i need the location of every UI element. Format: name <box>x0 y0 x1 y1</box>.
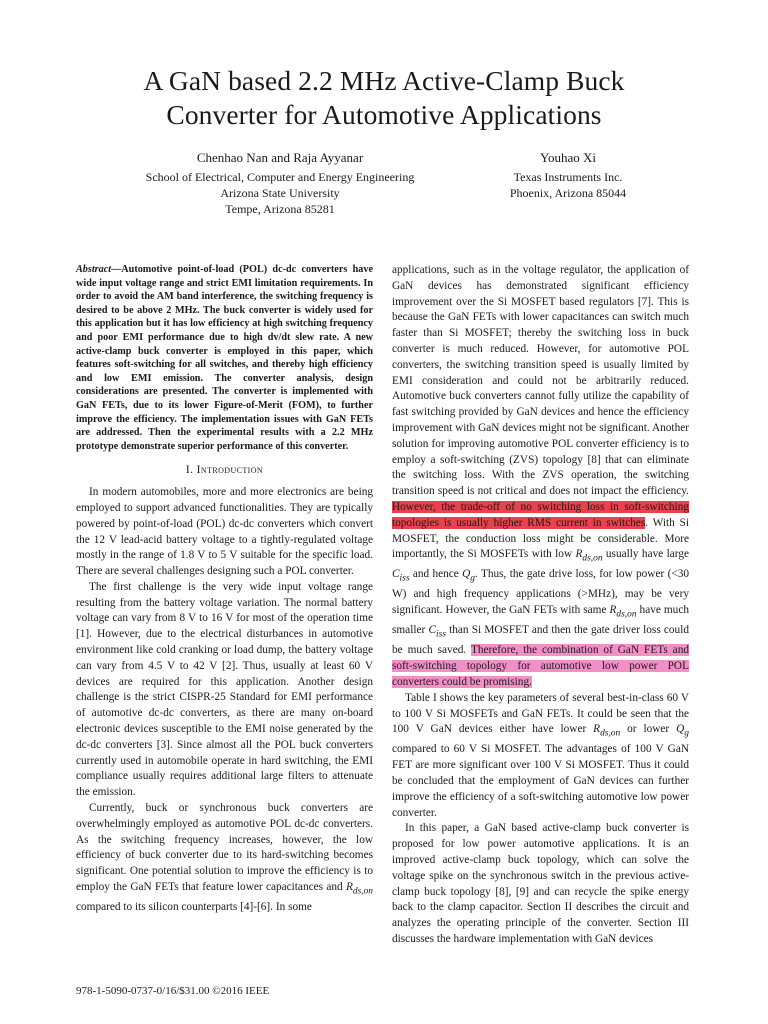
math-symbol: R <box>593 723 601 736</box>
math-symbol: Q <box>462 568 471 581</box>
math-subscript: g <box>684 728 689 739</box>
text-run: have much smaller <box>392 604 689 637</box>
text-run: compared to 60 V Si MOSFET. The advantages of 100 V GaN FET are more significant over 100 V Si MOSFET. Thus it could be concluded that the employment of GaN devices can further improve the efficiency of a soft-switching automotive low power converter. <box>392 743 689 819</box>
highlight-red: However, the trade-off of no switching loss in soft-switching topologies is usually higher RMS current in switches <box>392 500 689 529</box>
text-run: compared to its silicon counterparts [4]-[6]. In some <box>76 901 312 914</box>
right-paragraph-2 <box>392 691 689 822</box>
math-symbol: C <box>392 568 400 581</box>
abstract <box>76 263 373 453</box>
math-rdson <box>345 881 373 897</box>
text-run: or lower <box>620 723 677 736</box>
text-run: and hence <box>409 568 463 581</box>
math-rdson <box>593 723 621 739</box>
author-names-left: Chenhao Nan and Raja Ayyanar <box>196 150 364 165</box>
math-symbol: R <box>345 881 353 894</box>
title-line-2: Converter for Automotive Applications <box>166 99 602 130</box>
abstract-text: —Automotive point-of-load (POL) dc-dc converters have wide input voltage range and strict EMI limitation requirements. In order to avoid the AM band interference, the switching frequency is desired to be above 2 MHz. The buck converter is widely used for this application but it has low efficiency at high switching frequency and poor EMI performance due to high dv/dt slew rate. A new active-clamp buck converter is employed in this paper, which features soft-switching for all switches, and thereby high efficiency and low EMI emission. The converter analysis, design considerations are presented. The converter is implemented with GaN FETs, due to its lower Figure-of-Merit (FOM), to further improve the efficiency. The implementation issues with GaN FETs are addressed. Then the experimental results with a 2.2 MHz prototype demonstrate superior performance of this converter. <box>76 264 373 452</box>
author-block-left <box>130 150 430 217</box>
intro-paragraph-3 <box>76 801 373 916</box>
left-column <box>76 263 373 916</box>
author-block-right <box>478 150 658 201</box>
math-subscript: ds,on <box>352 886 373 897</box>
title-line-1: A GaN based 2.2 MHz Active-Clamp Buck <box>143 65 625 96</box>
math-qg <box>462 568 475 584</box>
text-run: Currently, buck or synchronous buck converters are overwhelmingly employed as automotive POL dc-dc converters. As the switching frequency increases, however, the low efficiency of buck converter due to its hard-switching becomes significant. One potential solution to improve the efficiency is to employ the GaN FETs that feature lower capacitances and <box>76 802 373 894</box>
affiliation-right-1: Texas Instruments Inc. <box>513 170 623 184</box>
math-subscript: ds,on <box>582 553 603 564</box>
math-ciss <box>392 568 410 584</box>
math-ciss <box>428 624 446 640</box>
affiliation-left-3: Tempe, Arizona 85281 <box>225 202 335 216</box>
math-subscript: iss <box>435 629 446 640</box>
right-paragraph-3: In this paper, a GaN based active-clamp buck converter is proposed for low power automotive applications. It is an improved active-clamp buck topology, which can solve the voltage spike on the synchronous switch in the previous active-clamp buck topology [8], [9] and can recycle the spike energy back to the clamp capacitor. Section II describes the circuit and analyzes the operating principle of the converter. Section III discusses the hardware implementation with GaN devices <box>392 822 689 945</box>
text-run: Table I shows the key parameters of several best-in-class 60 V to 100 V Si MOSFETs and GaN FETs. It could be seen that the 100 V GaN devices either have lower <box>392 691 689 736</box>
math-symbol: R <box>609 604 617 617</box>
intro-paragraph-1: In modern automobiles, more and more electronics are being employed to support advanced functionalities. They are typically powered by point-of-load (POL) dc-dc converters which convert the 12 V lead-acid battery voltage to a tightly-regulated voltage mostly in the range of 1.8 V to 5 V suitable for the specific load. There are several challenges designing such a POL converter. <box>76 486 373 578</box>
math-rdson <box>575 548 603 564</box>
text-run: . With Si MOSFET, the conduction loss might be considerable. More importantly, the Si MOSFETs with low <box>392 516 689 561</box>
math-subscript: ds,on <box>616 609 637 620</box>
right-paragraph-1 <box>392 263 689 691</box>
math-qg <box>676 723 689 739</box>
highlight-pink: Therefore, the combination of GaN FETs and soft-switching topology for automotive low power POL converters could be promising. <box>392 644 689 688</box>
math-symbol: R <box>575 548 583 561</box>
text-run: . Thus, the gate drive loss, for low power (<30 W) and high frequency applications (>MHz), may be very significant. However, the GaN FETs with same <box>392 568 690 617</box>
text-run: than Si MOSFET and then the gate driver loss could be much saved. <box>392 624 689 657</box>
affiliation-left-1: School of Electrical, Computer and Energy Engineering <box>145 170 415 184</box>
math-subscript: ds,on <box>600 728 621 739</box>
affiliation-right-2: Phoenix, Arizona 85044 <box>509 186 627 200</box>
copyright-footer: 978-1-5090-0737-0/16/$31.00 ©2016 IEEE <box>76 985 270 997</box>
math-subscript: g <box>470 573 475 584</box>
abstract-label: Abstract <box>76 264 112 275</box>
text-run: applications, such as in the voltage regulator, the application of GaN devices has demonstrated significant efficiency improvement over the Si MOSFET based regulators [7]. This is because the GaN FETs with lower capacitances can switch much faster than Si MOSFET; thereby the switching loss in buck converter is much reduced. However, for automotive POL converters, the switching transition speed is usually limited by EMI consideration and could not be arbitrarily reduced. Automotive buck converters cannot fully utilize the capability of fast switching provided by GaN devices and hence the efficiency improvement with GaN devices might not be significant. Another solution for improving automotive POL converter efficiency is to employ a soft-switching (ZVS) topology [8] that can eliminate the switching loss. With the ZVS operation, the switching transition speed is not critical and does not impact the efficiency. <box>392 264 689 498</box>
affiliation-left-2: Arizona State University <box>220 186 340 200</box>
right-column <box>392 263 689 948</box>
text-run: usually have large <box>602 548 689 561</box>
author-section <box>0 150 768 220</box>
math-symbol: Q <box>676 723 685 736</box>
math-subscript: iss <box>399 573 410 584</box>
paper-title <box>60 64 708 132</box>
author-names-right: Youhao Xi <box>539 150 597 165</box>
math-symbol: C <box>428 624 436 637</box>
math-rdson <box>609 604 637 620</box>
intro-paragraph-2: The first challenge is the very wide input voltage range resulting from the battery voltage variation. The normal battery voltage can vary from 8 V to 16 V for most of the operation time [1]. However, due to the electrical disturbances in automotive environment like cold cranking or load dump, the battery voltage can vary from 4.5 V to 42 V [2]. Thus, usually at least 60 V devices are required for this application. Another design challenge is the strict CISPR-25 Standard for EMI performance of automotive dc-dc converters, as there are many on-board electronic devices susceptible to the EMI noise generated by the dc-dc converters [3]. Since almost all the POL buck converters currently used in automobile operate in hard switching, the EMI compliance usually requires additional large filters to attenuate the emission. <box>76 580 373 799</box>
section-heading-introduction: I. Introduction <box>185 464 264 477</box>
